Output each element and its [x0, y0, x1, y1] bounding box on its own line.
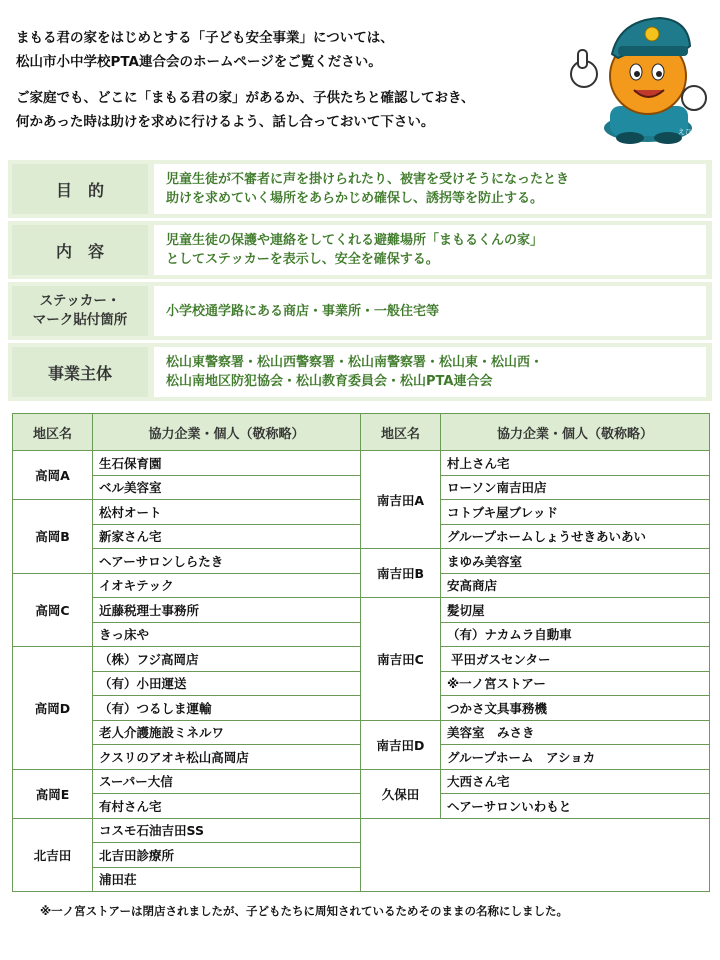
sticker-label — [12, 286, 148, 336]
area-cell: 高岡D — [13, 647, 93, 770]
intro-text — [16, 26, 474, 134]
name-cell: イオキテック — [93, 573, 361, 598]
area-cell: 高岡A — [13, 451, 93, 500]
info-row-organizer — [8, 343, 712, 401]
name-cell: 有村さん宅 — [93, 794, 361, 819]
purpose-text — [154, 164, 706, 214]
area-cell: 南吉田A — [361, 451, 441, 549]
name-cell: 平田ガスセンター — [441, 647, 710, 672]
info-row-content — [8, 221, 712, 279]
info-line: 助けを求めていく場所をあらかじめ確保し、誘拐等を防止する。 — [166, 191, 544, 206]
area-cell: 北吉田 — [13, 818, 93, 892]
name-cell: スーパー大信 — [93, 769, 361, 794]
content-label: 内 容 — [12, 225, 148, 275]
organizer-label: 事業主体 — [12, 347, 148, 397]
intro-line: 何かあった時は助けを求めに行けるよう、話し合っておいて下さい。 — [16, 114, 435, 130]
intro-line: ご家庭でも、どこに「まもる君の家」があるか、子供たちと確認しておき、 — [16, 90, 475, 106]
header-area: 地区名 — [361, 414, 441, 451]
name-cell: ベル美容室 — [93, 475, 361, 500]
name-cell: コスモ石油吉田SS — [93, 818, 361, 843]
name-cell: グループホーム アショカ — [441, 745, 710, 770]
name-cell: ローソン南吉田店 — [441, 475, 710, 500]
name-cell: 松村オート — [93, 500, 361, 525]
name-cell: 北吉田診療所 — [93, 843, 361, 868]
footnote: ※一ノ宮ストアーは閉店されましたが、子どもたちに周知されているためそのままの名称にしました。 — [40, 904, 568, 918]
name-cell: 老人介護施設ミネルワ — [93, 720, 361, 745]
name-cell: コトブキ屋ブレッド — [441, 500, 710, 525]
name-cell: 大西さん宅 — [441, 769, 710, 794]
content-text — [154, 225, 706, 275]
area-cell: 高岡B — [13, 500, 93, 574]
sticker-label-line: ステッカー・ — [39, 293, 121, 309]
header-area: 地区名 — [13, 414, 93, 451]
table-row — [13, 451, 710, 476]
info-line: 児童生徒が不審者に声を掛けられたり、被害を受けそうになったとき — [166, 172, 570, 187]
intro-line: 松山市小中学校PTA連合会のホームページをご覧ください。 — [16, 54, 382, 70]
name-cell: 髪切屋 — [441, 598, 710, 623]
name-cell: まゆみ美容室 — [441, 549, 710, 574]
table-header-row — [13, 414, 710, 451]
name-cell: 新家さん宅 — [93, 524, 361, 549]
name-cell: 浦田荘 — [93, 867, 361, 892]
info-line: 松山東警察署・松山西警察署・松山南警察署・松山東・松山西・ — [166, 355, 544, 370]
info-line: としてステッカーを表示し、安全を確保する。 — [166, 252, 439, 267]
sticker-label-line: マーク貼付箇所 — [32, 312, 128, 328]
name-cell: クスリのアオキ松山高岡店 — [93, 745, 361, 770]
info-row-sticker — [8, 282, 712, 340]
header-cooperators: 協力企業・個人（敬称略） — [441, 414, 710, 451]
area-cell: 南吉田B — [361, 549, 441, 598]
name-cell: （株）フジ高岡店 — [93, 647, 361, 672]
table-row — [13, 720, 710, 745]
name-cell: 生石保育園 — [93, 451, 361, 476]
name-cell: （有）小田運送 — [93, 671, 361, 696]
name-cell: ヘアーサロンしらたき — [93, 549, 361, 574]
name-cell: つかさ文具事務機 — [441, 696, 710, 721]
info-line: 児童生徒の保護や連絡をしてくれる避難場所「まもるくんの家」 — [166, 233, 544, 248]
name-cell: （有）ナカムラ自動車 — [441, 622, 710, 647]
table-row — [13, 598, 710, 623]
name-cell: 安高商店 — [441, 573, 710, 598]
table-row — [13, 818, 710, 843]
info-row-purpose — [8, 160, 712, 218]
empty-cell — [361, 818, 710, 892]
area-cell: 南吉田C — [361, 598, 441, 721]
purpose-label: 目 的 — [12, 164, 148, 214]
name-cell: 美容室 みさき — [441, 720, 710, 745]
area-cell: 高岡C — [13, 573, 93, 647]
table-row — [13, 769, 710, 794]
name-cell: （有）つるしま運輸 — [93, 696, 361, 721]
area-cell: 南吉田D — [361, 720, 441, 769]
cooperator-table — [12, 413, 710, 892]
organizer-text — [154, 347, 706, 397]
name-cell: ※一ノ宮ストアー — [441, 671, 710, 696]
area-cell: 久保田 — [361, 769, 441, 818]
info-line: 小学校通学路にある商店・事業所・一般住宅等 — [166, 303, 440, 319]
table-row — [13, 549, 710, 574]
mascot-badge-text: えひめ — [678, 128, 699, 136]
name-cell: 近藤税理士事務所 — [93, 598, 361, 623]
name-cell: グループホームしょうせきあいあい — [441, 524, 710, 549]
name-cell: ヘアーサロンいわもと — [441, 794, 710, 819]
name-cell: 村上さん宅 — [441, 451, 710, 476]
area-cell: 高岡E — [13, 769, 93, 818]
info-line: 松山南地区防犯協会・松山教育委員会・松山PTA連合会 — [166, 374, 493, 389]
header-cooperators: 協力企業・個人（敬称略） — [93, 414, 361, 451]
name-cell: きっ床や — [93, 622, 361, 647]
mascot-police-orange-icon — [560, 6, 710, 146]
intro-line: まもる君の家をはじめとする「子ども安全事業」については、 — [16, 30, 394, 46]
sticker-text — [154, 286, 706, 336]
